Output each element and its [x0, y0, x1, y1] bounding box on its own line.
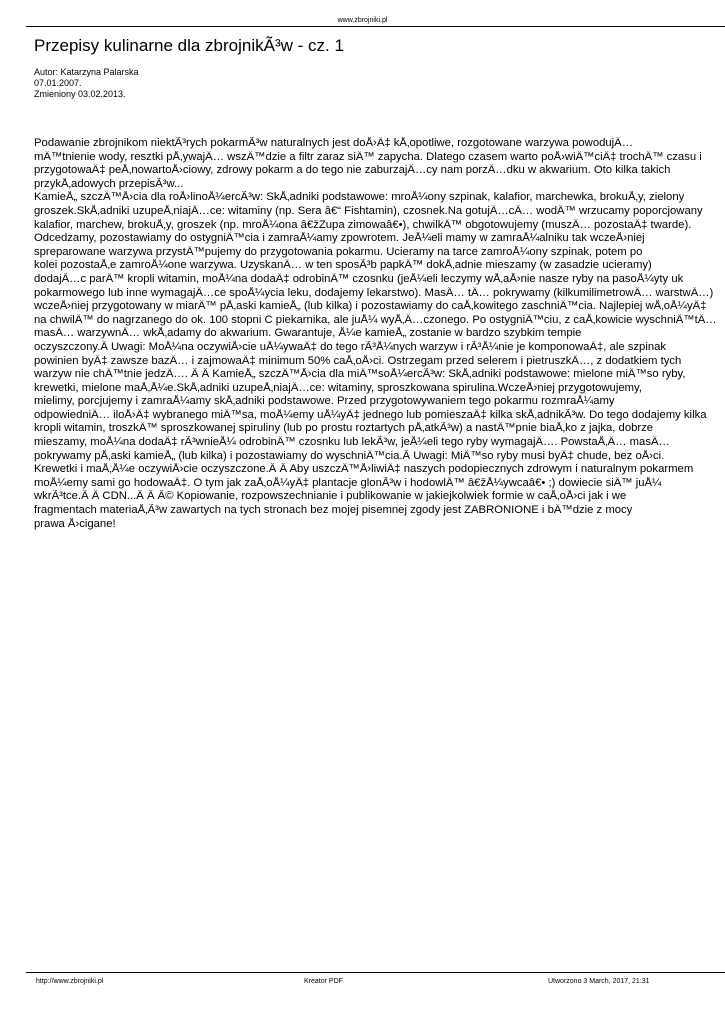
body-text-line: KamieÅ„ szczÄ™Å›cia dla roÅ›linoÅ¼ercÃ³w: SkÅ‚adniki podstawowe: mroÅ¼ony szpinak, kalafior, marchewka, brokuÅ‚y, zielony — [34, 191, 685, 204]
footer-created-date: Utworzono 3 March, 2017, 21:31 — [548, 978, 650, 985]
body-text-line: powinien byÄ‡ zawsze bazÄ… i zajmowaÄ‡ minimum 50% caÅ‚oÅ›ci. Ostrzegam przed selerem i pietruszkÄ…, z dodatkiem tych — [34, 354, 682, 367]
header-divider — [26, 26, 725, 27]
body-text-line: kolei pozostaÅ‚e zamroÅ¼one warzywa. UzyskanÄ… w ten sposÃ³b papkÄ™ dokÅ‚adnie mieszamy (w zasadzie ucieramy) — [34, 259, 652, 272]
site-header-url: www.zbrojniki.pl — [337, 17, 388, 24]
body-text-line: Odcedzamy, pozostawiamy do ostygniÄ™cia i zamraÅ¼amy zpowrotem. JeÅ¼eli mamy w zamraÅ¼alniku tak wczeÅ›niej — [34, 232, 645, 245]
article-body — [34, 137, 725, 545]
body-text-line: kropli witamin, troszkÄ™ sproszkowanej spiruliny (lub po prostu roztartych pÅ‚atkÃ³w) a nastÄ™pnie biaÅ‚ko z jajka, dobrze — [34, 422, 654, 435]
body-text-line: moÅ¼emy sami go hodowaÄ‡. O tym jak zaÅ‚oÅ¼yÄ‡ plantacje glonÃ³w i hodowlÄ™ â€žÅ¼ywcaâ€• ;) dowiecie siÄ™ juÅ¼ — [34, 476, 662, 489]
body-text-line: mieszamy, moÅ¼na dodaÄ‡ rÃ³wnieÅ¼ odrobinÄ™ czosnku lub lekÃ³w, jeÅ¼eli tego ryby wymagajÄ…. PowstaÅ‚Ä… masÄ… — [34, 436, 670, 449]
body-text-line: groszek.SkÅ‚adniki uzupeÅ‚niajÄ…ce: witaminy (np. Sera â€“ Fishtamin), czosnek.Na gotujÄ…cÄ… wodÄ™ wrzucamy poporcjowany — [34, 204, 703, 217]
body-text-line: mielimy, porcjujemy i zamraÅ¼amy skÅ‚adniki podstawowe. Przed przygotowywaniem tego pokarmu rozmraÅ¼amy — [34, 395, 615, 408]
body-text-line: krewetki, mielone maÅ‚Å¼e.SkÅ‚adniki uzupeÅ‚niajÄ…ce: witaminy, sproszkowana spirulina.WczeÅ›niej przygotowujemy, — [34, 381, 642, 394]
body-text-line: warzyw nie chÄ™tnie jedzÄ…. Â Â KamieÅ„ szczÄ™Å›cia dla miÄ™soÅ¼ercÃ³w: SkÅ‚adniki podstawowe: mielone miÄ™so ryby, — [34, 368, 686, 381]
body-text-line: spreparowane warzywa przystÄ™pujemy do przygotowania pokarmu. Ucieramy na tarce zamroÅ¼ony szpinak, potem po — [34, 245, 643, 258]
article-title: Przepisy kulinarne dla zbrojnikÃ³w - cz. 1 — [34, 36, 344, 55]
body-text-line: Podawanie zbrojnikom niektÃ³rych pokarmÃ³w naturalnych jest doÅ›Ä‡ kÅ‚opotliwe, rozgotowane warzywa powodujÄ… — [34, 137, 634, 149]
body-text-line: dodajÄ…c parÄ™ kropli witamin, moÅ¼na dodaÄ‡ odrobinÄ™ czosnku (jeÅ¼eli leczymy wÅ‚aÅ›nie nasze ryby na pasoÅ¼yty uk — [34, 272, 684, 285]
body-text-line: pokrywamy pÅ‚aski kamieÅ„ (lub kilka) i pozostawiamy do wyschniÄ™cia.Â Uwagi: MiÄ™so ryby musi byÄ‡ chude, bez oÅ›ci. — [34, 449, 665, 462]
body-text-line: Krewetki i maÅ‚Å¼e oczywiÅ›cie oczyszczone.Â Â Aby uszczÄ™Å›liwiÄ‡ naszych podopiecznych zdrowym i naturalnym pokarmem — [34, 463, 694, 476]
article-date: 07.01.2007. — [34, 78, 82, 88]
body-text-line: masÄ… warzywnÄ… wkÅ‚adamy do akwarium. Gwarantuje, Å¼e kamieÅ„ zostanie w bardzo szybkim tempie — [34, 327, 582, 340]
body-text-line: pokarmowego lub inne wymagajÄ…ce spoÅ¼ycia leku, dodajemy lekarstwo). MasÄ… tÄ… pokrywamy (kilkumilimetrowÄ… warstwÄ…) — [34, 286, 714, 299]
body-text-line: kalafior, marchew, brokuÅ‚y, groszek (np. mroÅ¼ona â€žZupa zimowaâ€•), chwilkÄ™ obgotowujemy (muszÄ… pozostaÄ‡ twarde). — [34, 218, 692, 231]
footer-url: http://www.zbrojniki.pl — [36, 978, 104, 985]
body-text-line: przygotowaÄ‡ peÅ‚nowartoÅ›ciowy, zdrowy pokarm a do tego nie zaburzajÄ…cy nam porzÄ…dku w akwarium. Oto kilka takich — [34, 164, 671, 177]
article-meta — [34, 67, 139, 100]
body-text-line: mÄ™tnienie wody, resztki pÅ‚ywajÄ… wszÄ™dzie a filtr zaraz siÄ™ zapycha. Dlatego czasem warto poÅ›wiÄ™ciÄ‡ trochÄ™ czasu i — [34, 150, 702, 163]
body-text-line: przykÅ‚adowych przepisÃ³w... — [34, 177, 184, 190]
body-text-line: wczeÅ›niej przygotowany w miarÄ™ pÅ‚aski kamieÅ„ (lub kilka) i pozostawiamy do caÅ‚kowitego zaschniÄ™cia. Najlepiej wÅ‚oÅ¼yÄ‡ — [34, 300, 707, 313]
body-text-line: na chwilÄ™ do nagrzanego do ok. 100 stopni C piekarnika, ale juÅ¼ wyÅ‚Ä…czonego. Po ostygniÄ™ciu, z caÅ‚kowicie wyschniÄ™tÄ… — [34, 313, 717, 326]
body-text-line: oczyszczony.Â Uwagi: MoÅ¼na oczywiÅ›cie uÅ¼ywaÄ‡ do tego rÃ³Å¼nych warzyw i rÃ³Å¼nie je komponowaÄ‡, ale szpinak — [34, 340, 667, 353]
body-text-line: fragmentach materiaÅ‚Ã³w zawartych na tych stronach bez mojej pisemnej zgody jest ZABRONIONE i bÄ™dzie z mocy — [34, 504, 633, 517]
article-modified-date: Zmieniony 03.02.2013. — [34, 89, 126, 99]
body-text-line: odpowiedniÄ… iloÅ›Ä‡ wybranego miÄ™sa, moÅ¼emy uÅ¼yÄ‡ jednego lub pomieszaÄ‡ kilka skÅ‚adnikÃ³w. Do tego dodajemy kilka — [34, 408, 707, 421]
footer-divider — [26, 972, 725, 973]
body-text-line: prawa Å›cigane! — [34, 517, 116, 530]
article-author: Autor: Katarzyna Palarska — [34, 67, 139, 77]
footer-generator: Kreator PDF — [304, 978, 343, 985]
body-text-line: wkrÃ³tce.Â Â CDN...Â Â Â© Kopiowanie, rozpowszechnianie i publikowanie w jakiejkolwiek formie w caÅ‚oÅ›ci jak i we — [34, 490, 627, 503]
